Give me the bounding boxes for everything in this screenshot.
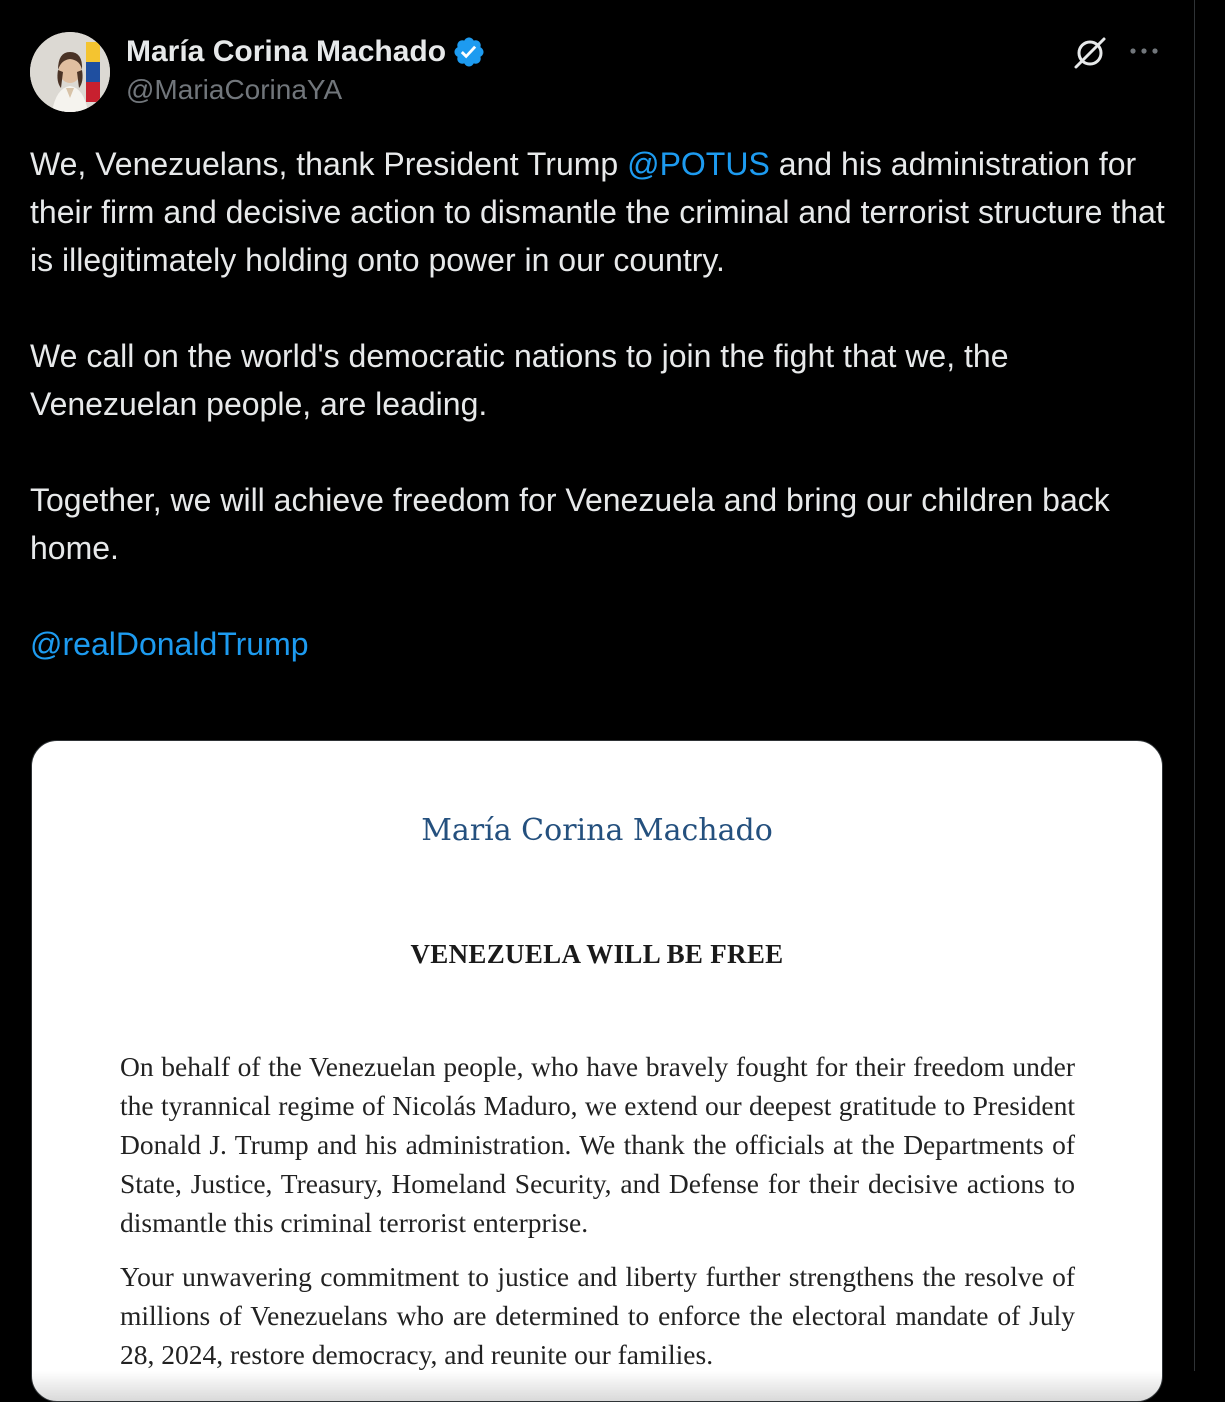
- verified-badge-icon[interactable]: [452, 35, 486, 69]
- document-paragraph: Your unwavering commitment to justice and liberty further strengthens the resolve of millions of Venezuelans who are determined to enforce the electoral mandate of July 28, 2024, restore democracy, and reunite our families.: [120, 1261, 1075, 1370]
- column-divider: [1194, 0, 1195, 1371]
- display-name[interactable]: María Corina Machado: [126, 35, 447, 68]
- document-letterhead: María Corina Machado: [421, 813, 773, 848]
- tweet-paragraph: [30, 620, 1170, 668]
- tweet-text-segment: We, Venezuelans, thank President Trump: [30, 146, 628, 182]
- tweet-paragraph: Together, we will achieve freedom for Venezuela and bring our children back home.: [30, 482, 1110, 566]
- display-name-row: [126, 32, 486, 72]
- author-header: [126, 32, 486, 106]
- more-options-icon[interactable]: [1126, 36, 1162, 66]
- document-body: [120, 1047, 1075, 1389]
- tweet-text-segment: and his administration for their firm and decisive action to dismantle the criminal and terrorist structure that is illegitimately holding onto power in our country.: [30, 146, 1165, 278]
- grok-icon[interactable]: [1070, 32, 1110, 72]
- document-title: VENEZUELA WILL BE FREE: [410, 939, 784, 969]
- tweet-text: [30, 140, 1170, 716]
- tweet-paragraph: [30, 140, 1170, 284]
- tweet-paragraph: We call on the world's democratic nations to join the fight that we, the Venezuelan people, are leading.: [30, 338, 1009, 422]
- image-fade-overlay: [32, 1371, 1162, 1401]
- mention-link-potus[interactable]: @POTUS: [627, 146, 770, 182]
- profile-photo-icon: [30, 32, 110, 112]
- handle[interactable]: @MariaCorinaYA: [126, 74, 343, 105]
- mention-link-realdonaldtrump[interactable]: @realDonaldTrump: [30, 626, 309, 662]
- document-paragraph: On behalf of the Venezuelan people, who have bravely fought for their freedom under the tyrannical regime of Nicolás Maduro, we extend our deepest gratitude to President Donald J. Trump and his administration. We thank the officials at the Departments of State, Justice, Treasury, Homeland Security, and Defense for their decisive actions to dismantle this criminal terrorist enterprise.: [120, 1051, 1075, 1238]
- attached-image[interactable]: [31, 740, 1163, 1402]
- avatar[interactable]: [30, 32, 110, 112]
